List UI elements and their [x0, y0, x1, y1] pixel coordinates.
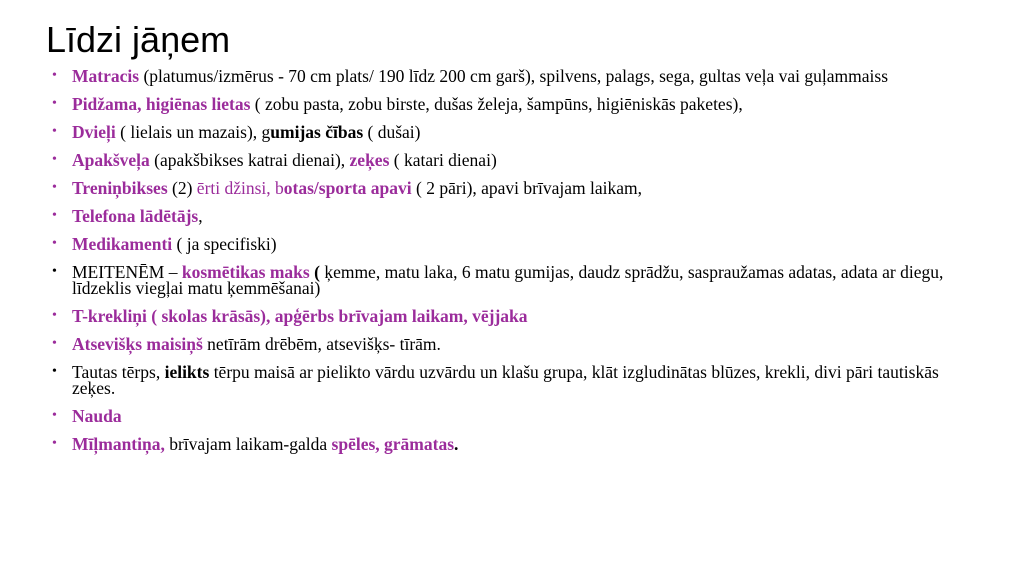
list-item [50, 180, 950, 196]
list-item-text: Pidžama, higiēnas lietas [72, 94, 251, 114]
list-item-text: ( katari dienai) [389, 150, 497, 170]
list-item-text: (2) [167, 178, 197, 198]
list-item-text: Dvieļi [72, 122, 116, 142]
list-item-text: ( lielais un mazais), g [115, 122, 271, 142]
list-item-text: ( dušai) [363, 122, 421, 142]
list-item-text: zeķes [349, 150, 390, 170]
list-item-text: Telefona lādētājs [72, 206, 199, 226]
bullet-icon: • [52, 308, 57, 323]
list-item [50, 208, 950, 224]
list-item-text: Nauda [72, 406, 122, 426]
list-item [50, 96, 950, 112]
list-item [50, 336, 950, 352]
list-item-text: ( zobu pasta, zobu birste, dušas želeja, šampūns, higiēniskās paketes), [250, 94, 743, 114]
list-item [50, 436, 950, 452]
list-item-text: ielikts [164, 362, 210, 382]
list-item-text: MEITENĒM – [72, 262, 182, 282]
list-item-text: Apakšveļa [72, 150, 150, 170]
list-item-text: , [198, 206, 203, 226]
list-item [50, 124, 950, 140]
list-item-text: . [454, 434, 459, 454]
list-item-text: ( [309, 262, 320, 282]
bullet-icon: • [52, 152, 57, 167]
list-item [50, 68, 950, 84]
bullet-icon: • [52, 68, 57, 83]
list-item-text: netīrām drēbēm, atsevišķs- tīrām. [202, 334, 441, 354]
list-item-text: spēles, grāmatas [331, 434, 455, 454]
list-item [50, 364, 950, 396]
list-item-text: (apakšbikses katrai dienai), [149, 150, 350, 170]
list-item-text: ērti džinsi, b [196, 178, 284, 198]
bullet-icon: • [52, 180, 57, 195]
list-item-text: tērpu maisā ar pielikto vārdu uzvārdu un klašu grupa, klāt izgludinātas blūzes, krekli, divi pāri tautiskās zeķes. [72, 362, 939, 398]
list-item-text: (platumus/izmērus - 70 cm plats/ 190 līdz 200 cm garš), spilvens, palags, sega, gultas veļa vai guļammaiss [139, 66, 889, 86]
list-item-text: brīvajam laikam-galda [164, 434, 332, 454]
bullet-icon: • [52, 208, 57, 223]
bullet-icon: • [52, 264, 57, 279]
bullet-icon: • [52, 364, 57, 379]
bullet-icon: • [52, 124, 57, 139]
bullet-icon: • [52, 96, 57, 111]
list-item-text: Treniņbikses [72, 178, 168, 198]
list-item-text: Atsevišķs maisiņš [72, 334, 203, 354]
list-item-text: otas/sporta apavi [283, 178, 412, 198]
list-item-text: Medikamenti [72, 234, 173, 254]
list-item-text: umijas čības [270, 122, 364, 142]
list-item-text: Tautas tērps, [72, 362, 165, 382]
bullet-icon: • [52, 408, 57, 423]
list-item [50, 264, 950, 296]
bullet-icon: • [52, 336, 57, 351]
list-item-text: ( ja specifiski) [172, 234, 277, 254]
bullet-icon: • [52, 436, 57, 451]
list-item-text: ķemme, matu laka, 6 matu gumijas, daudz sprādžu, saspraužamas adatas, adata ar diegu, līdzeklis viegļai matu ķemmēšanai) [72, 262, 944, 298]
list-item [50, 152, 950, 168]
list-item [50, 236, 950, 252]
list-item [50, 308, 950, 324]
list-item-text: Mīļmantiņa, [72, 434, 165, 454]
list-item-text: Matracis [72, 66, 140, 86]
list-item [50, 408, 950, 424]
list-item-text: kosmētikas maks [181, 262, 310, 282]
list-item-text: T-krekliņi ( skolas krāsās), apģērbs brīvajam laikam, vējjaka [72, 306, 528, 326]
packing-list [50, 68, 950, 464]
bullet-icon: • [52, 236, 57, 251]
list-item-text: ( 2 pāri), apavi brīvajam laikam, [411, 178, 642, 198]
slide-title: Līdzi jāņem [46, 19, 231, 60]
